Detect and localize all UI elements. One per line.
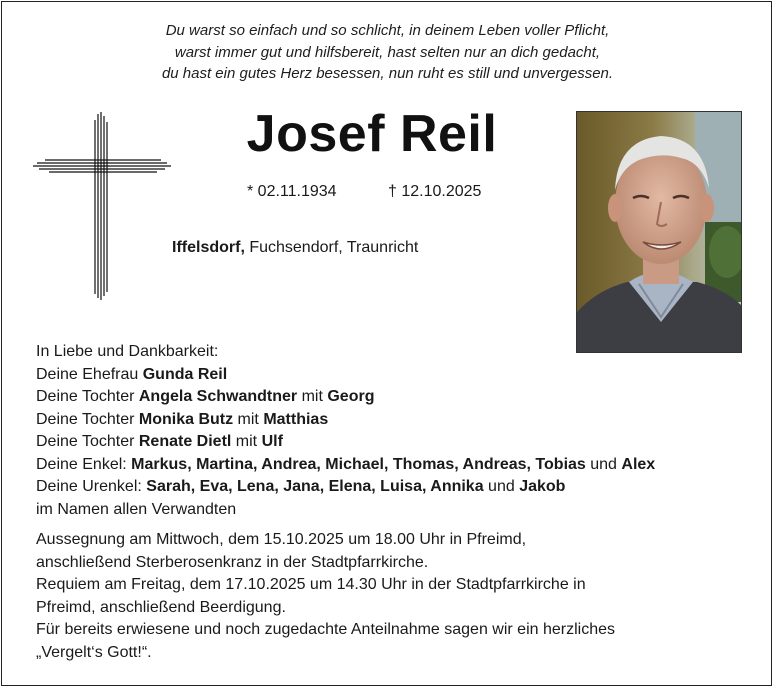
service-line: Für bereits erwiesene und noch zugedachte Anteilnahme sagen wir ein herzliches [36, 621, 616, 638]
mourner-relation: Deine Tochter [36, 388, 139, 405]
mourner-partner: Georg [327, 388, 375, 405]
mourner-relation: Deine Enkel: [36, 455, 132, 473]
mourners-intro: In Liebe und Dankbarkeit: [36, 343, 219, 360]
poem [0, 20, 775, 85]
mourner-line [36, 409, 655, 432]
deceased-name: Josef Reil [246, 105, 498, 163]
portrait-photo [576, 111, 742, 353]
mourner-partner: Jakob [519, 478, 566, 495]
mourner-joiner: mit [233, 410, 264, 428]
mourner-line [36, 454, 655, 477]
service-info [36, 529, 615, 664]
mourner-name: Sarah, Eva, Lena, Jana, Elena, Luisa, Annika [146, 478, 484, 495]
mourner-joiner: und [483, 478, 520, 495]
mourners-closing: im Namen allen Verwandten [36, 500, 237, 518]
service-line: Pfreimd, anschließend Beerdigung. [36, 598, 286, 616]
poem-line: warst immer gut und hilfsbereit, hast selten nur an dich gedacht, [174, 43, 601, 61]
mourner-joiner: mit [231, 433, 262, 450]
mourner-name: Markus, Martina, Andrea, Michael, Thomas, Andreas, Tobias [131, 455, 586, 473]
mourner-line [36, 431, 655, 454]
residence-rest: Fuchsendorf, Traunricht [244, 239, 419, 256]
poem-line: Du warst so einfach und so schlicht, in deinem Leben voller Pflicht, [165, 22, 610, 39]
death-date: † 12.10.2025 [388, 183, 482, 200]
residence [172, 239, 418, 257]
mourner-partner: Ulf [261, 433, 283, 450]
service-line: anschließend Sterberosenkranz in der Stadtpfarrkirche. [36, 553, 429, 571]
poem-line: du hast ein gutes Herz besessen, nun ruht es still und unvergessen. [161, 65, 614, 82]
portrait-photo-icon [577, 112, 742, 353]
mourner-partner: Matthias [263, 410, 329, 428]
mourner-name: Renate Dietl [138, 433, 232, 450]
residence-main: Iffelsdorf, [172, 239, 245, 256]
mourner-name: Angela Schwandtner [138, 388, 298, 405]
cross-icon [33, 112, 171, 302]
mourner-line [36, 476, 655, 499]
mourners-list [36, 341, 655, 521]
mourner-relation: Deine Ehefrau [36, 365, 143, 383]
mourner-relation: Deine Urenkel: [36, 478, 147, 495]
service-line: „Vergelt‘s Gott!“. [36, 643, 152, 661]
mourner-line [36, 364, 655, 387]
mourner-name: Gunda Reil [142, 365, 228, 383]
mourner-partner: Alex [621, 455, 656, 473]
birth-date: * 02.11.1934 [247, 183, 337, 200]
mourner-joiner: und [585, 455, 622, 473]
mourner-joiner: mit [297, 388, 328, 405]
mourner-relation: Deine Tochter [36, 433, 139, 450]
service-line: Aussegnung am Mittwoch, dem 15.10.2025 um 18.00 Uhr in Pfreimd, [36, 531, 527, 548]
mourner-name: Monika Butz [138, 410, 234, 428]
mourner-relation: Deine Tochter [36, 410, 139, 428]
service-line: Requiem am Freitag, dem 17.10.2025 um 14.30 Uhr in der Stadtpfarrkirche in [36, 576, 586, 593]
mourner-line [36, 386, 655, 409]
